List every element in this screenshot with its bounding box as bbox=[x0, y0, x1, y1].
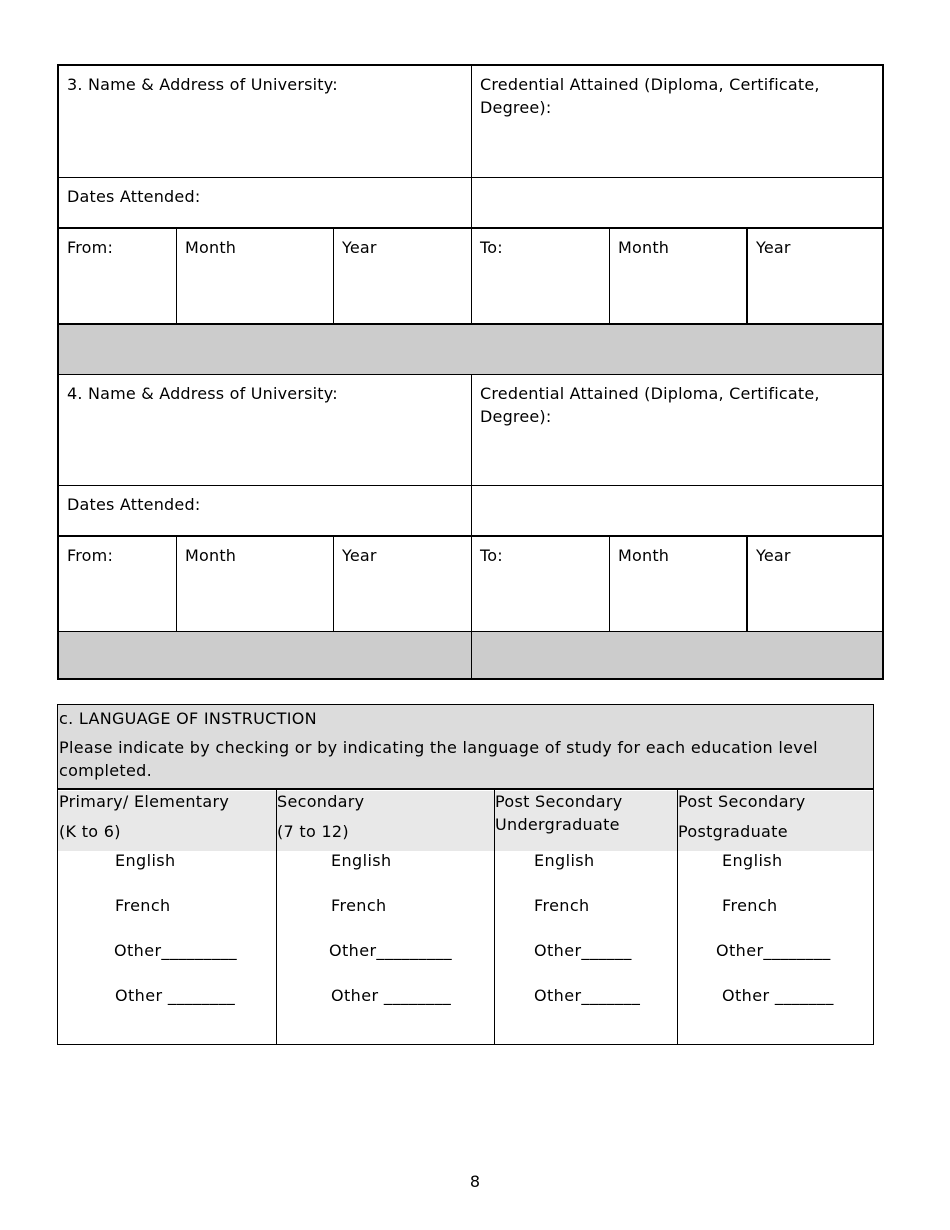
primary-option-other-1[interactable]: Other_________ bbox=[114, 941, 238, 960]
page-number: 8 bbox=[469, 1172, 481, 1191]
university-4-to-year-label: Year bbox=[756, 546, 791, 565]
university-4-to-year-field[interactable] bbox=[748, 537, 882, 631]
postgraduate-option-other-2[interactable]: Other _______ bbox=[722, 986, 834, 1005]
postgraduate-option-english[interactable]: English bbox=[722, 851, 783, 870]
university-3-credential-label: Credential Attained (Diploma, Certificate, Degree): bbox=[480, 75, 820, 117]
education-table bbox=[57, 64, 884, 680]
university-3-to-label-cell bbox=[472, 229, 609, 323]
secondary-option-english[interactable]: English bbox=[331, 851, 392, 870]
university-3-name-label: 3. Name & Address of University: bbox=[67, 75, 338, 94]
university-3-to-month-label: Month bbox=[618, 238, 670, 257]
university-4-from-month-label: Month bbox=[185, 546, 237, 565]
separator-row bbox=[59, 324, 882, 374]
primary-option-english[interactable]: English bbox=[115, 851, 176, 870]
column-primary-heading: Primary/ Elementary bbox=[59, 792, 230, 811]
university-3-dates-field[interactable] bbox=[472, 178, 882, 227]
university-4-from-label: From: bbox=[67, 546, 114, 565]
language-instruction-text: Please indicate by checking or by indicating the language of study for each education level completed. bbox=[59, 738, 818, 780]
university-4-credential-field[interactable] bbox=[472, 375, 882, 485]
postgraduate-option-other-1[interactable]: Other________ bbox=[716, 941, 831, 960]
university-4-dates-label-cell bbox=[59, 486, 471, 535]
primary-option-french[interactable]: French bbox=[115, 896, 171, 915]
postgraduate-option-french[interactable]: French bbox=[722, 896, 778, 915]
column-secondary-subheading: (7 to 12) bbox=[277, 822, 349, 841]
column-primary-subheading: (K to 6) bbox=[59, 822, 121, 841]
university-3-from-month-label: Month bbox=[185, 238, 237, 257]
university-3-name-field[interactable] bbox=[59, 66, 471, 177]
university-4-to-month-label: Month bbox=[618, 546, 670, 565]
university-3-dates-label: Dates Attended: bbox=[67, 187, 201, 206]
university-3-dates-label-cell bbox=[59, 178, 471, 227]
column-postgraduate-heading: Post Secondary bbox=[678, 792, 806, 811]
column-undergraduate-subheading: Undergraduate bbox=[495, 815, 620, 834]
column-secondary-heading: Secondary bbox=[277, 792, 365, 811]
university-3-from-month-field[interactable] bbox=[177, 229, 333, 323]
undergraduate-option-french[interactable]: French bbox=[534, 896, 590, 915]
university-4-to-month-field[interactable] bbox=[610, 537, 746, 631]
university-4-to-label-cell bbox=[472, 537, 609, 631]
university-3-to-month-field[interactable] bbox=[610, 229, 746, 323]
university-3-from-year-field[interactable] bbox=[334, 229, 471, 323]
secondary-option-other-1[interactable]: Other_________ bbox=[329, 941, 453, 960]
university-4-from-label-cell bbox=[59, 537, 176, 631]
undergraduate-option-english[interactable]: English bbox=[534, 851, 595, 870]
university-3-credential-field[interactable] bbox=[472, 66, 882, 177]
university-3-to-year-field[interactable] bbox=[748, 229, 882, 323]
language-section-title: c. LANGUAGE OF INSTRUCTION bbox=[59, 709, 317, 728]
university-4-credential-label: Credential Attained (Diploma, Certificate, Degree): bbox=[480, 384, 820, 426]
university-4-from-month-field[interactable] bbox=[177, 537, 333, 631]
university-4-name-label: 4. Name & Address of University: bbox=[67, 384, 338, 403]
university-4-to-label: To: bbox=[480, 546, 503, 565]
university-4-dates-field[interactable] bbox=[472, 486, 882, 535]
undergraduate-option-other-1[interactable]: Other______ bbox=[534, 941, 632, 960]
university-4-name-field[interactable] bbox=[59, 375, 471, 485]
university-4-from-year-field[interactable] bbox=[334, 537, 471, 631]
undergraduate-option-other-2[interactable]: Other_______ bbox=[534, 986, 641, 1005]
language-of-instruction-table bbox=[57, 704, 874, 1045]
secondary-option-other-2[interactable]: Other ________ bbox=[331, 986, 452, 1005]
primary-option-other-2[interactable]: Other ________ bbox=[115, 986, 236, 1005]
university-4-from-year-label: Year bbox=[342, 546, 377, 565]
column-postgraduate-subheading: Postgraduate bbox=[678, 822, 788, 841]
university-3-to-year-label: Year bbox=[756, 238, 791, 257]
university-3-from-year-label: Year bbox=[342, 238, 377, 257]
university-3-from-label: From: bbox=[67, 238, 114, 257]
column-undergraduate-heading: Post Secondary bbox=[495, 792, 623, 811]
university-3-to-label: To: bbox=[480, 238, 503, 257]
university-3-from-label-cell bbox=[59, 229, 176, 323]
secondary-option-french[interactable]: French bbox=[331, 896, 387, 915]
university-4-dates-label: Dates Attended: bbox=[67, 495, 201, 514]
